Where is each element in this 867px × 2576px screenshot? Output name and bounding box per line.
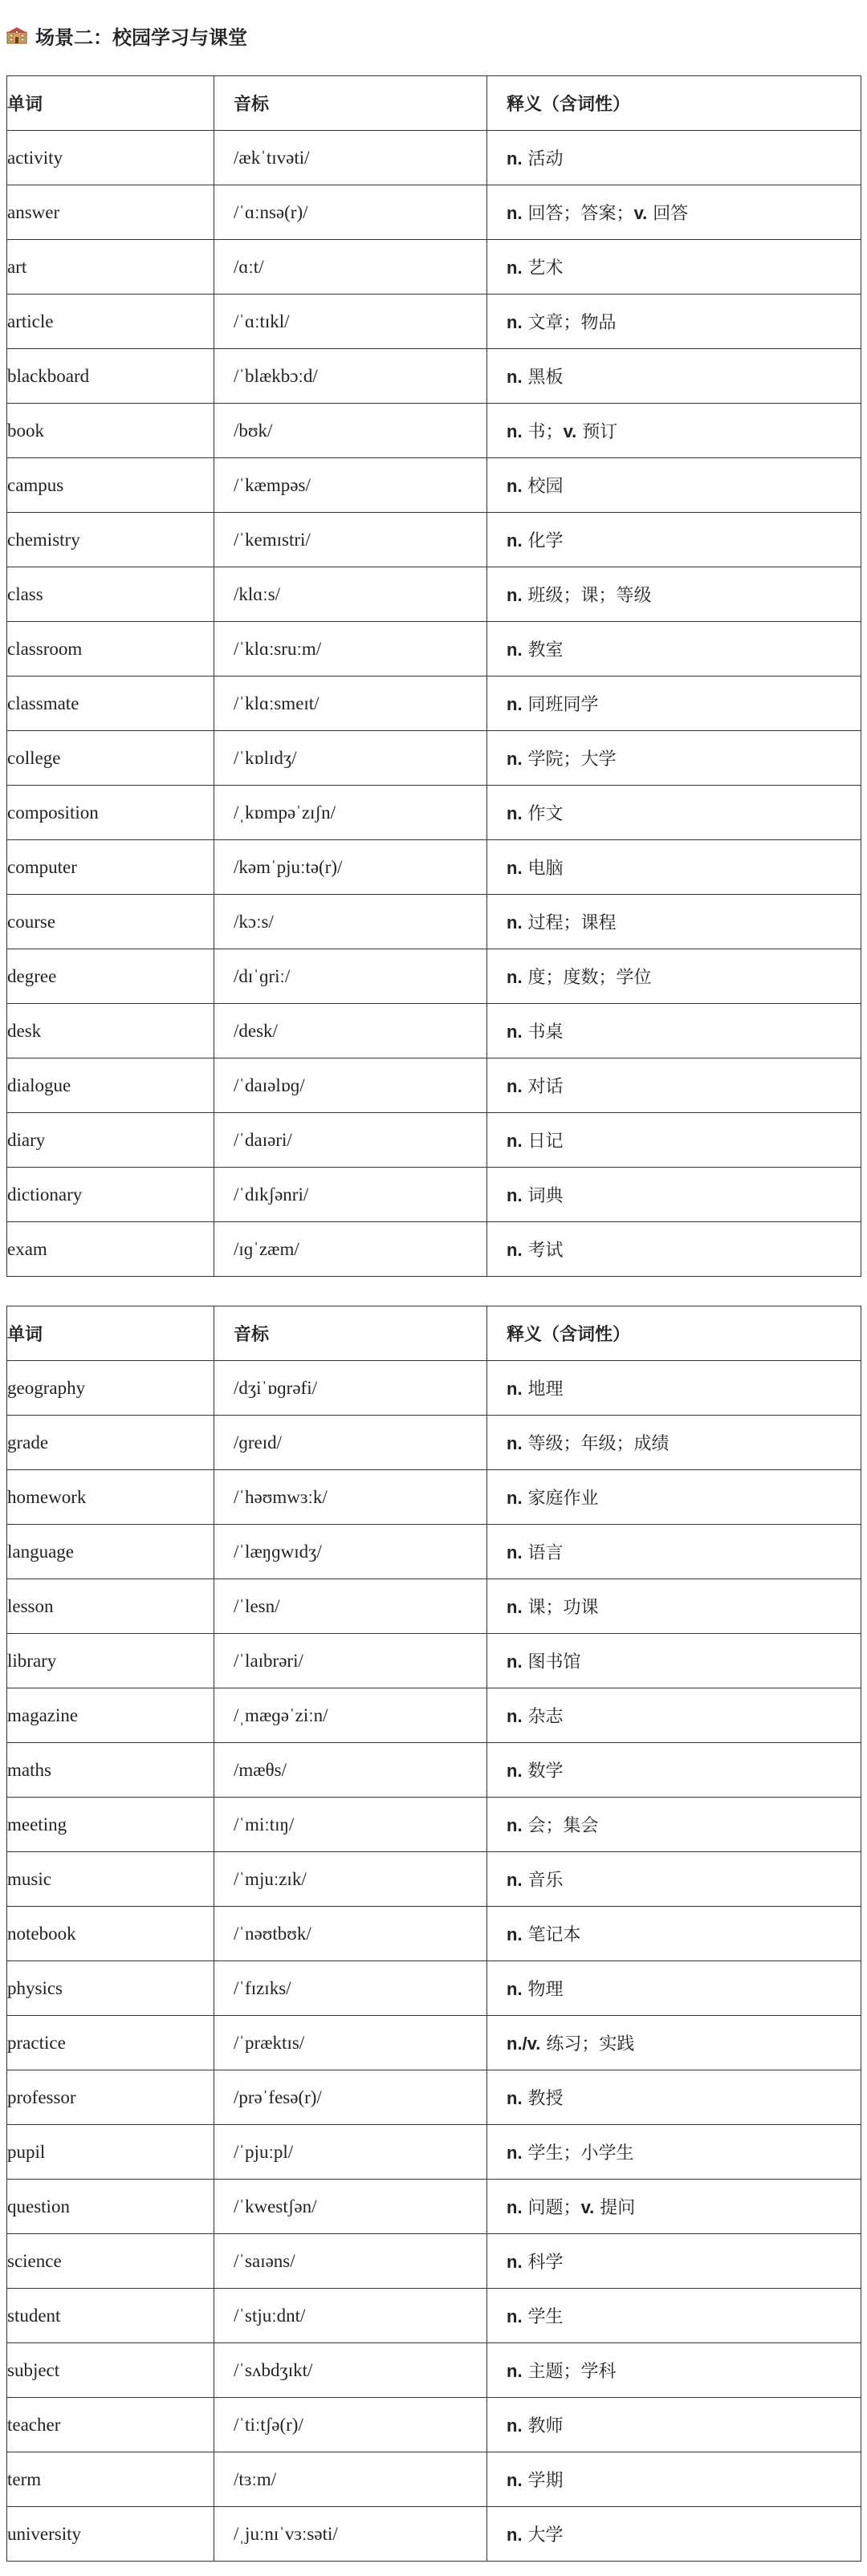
meaning-text: 教师	[522, 2416, 564, 2436]
phonetic-cell: /ˈkwestʃən/	[214, 2180, 487, 2234]
meaning-text: 度；度数；学位	[522, 968, 652, 988]
meaning-cell	[487, 1416, 861, 1470]
meaning-text: 考试	[522, 1241, 564, 1261]
word-cell: book	[7, 404, 214, 458]
meaning-text: 学期	[522, 2471, 564, 2491]
part-of-speech: n.	[507, 1379, 523, 1399]
section-title: 场景二：校园学习与课堂	[35, 26, 247, 49]
word-cell: grade	[7, 1416, 214, 1470]
table-row	[7, 1058, 861, 1113]
phonetic-cell: /bʊk/	[214, 404, 487, 458]
phonetic-cell: /ˌkɒmpəˈzɪʃn/	[214, 786, 487, 840]
part-of-speech: n.	[507, 1761, 523, 1781]
part-of-speech: n.	[507, 640, 523, 660]
table-row	[7, 1525, 861, 1579]
meaning-cell	[487, 622, 861, 677]
part-of-speech: n.	[507, 2306, 523, 2326]
meaning-cell	[487, 2289, 861, 2343]
table-row	[7, 1222, 861, 1277]
meaning-text: 预订	[576, 422, 618, 442]
meaning-text: 图书馆	[522, 1652, 581, 1672]
meaning-cell	[487, 2125, 861, 2180]
meaning-text: 科学	[522, 2253, 564, 2273]
table-row	[7, 949, 861, 1004]
meaning-text: 家庭作业	[522, 1489, 599, 1509]
vocabulary-table-2	[6, 1306, 861, 2562]
word-cell: activity	[7, 131, 214, 185]
phonetic-cell: /ˌmæɡəˈziːn/	[214, 1688, 487, 1743]
meaning-cell	[487, 1798, 861, 1852]
part-of-speech: n.	[507, 967, 523, 987]
meaning-text: 文章；物品	[522, 313, 617, 333]
table-row	[7, 1961, 861, 2016]
part-of-speech: n.	[507, 2088, 523, 2108]
table-row	[7, 1168, 861, 1222]
table-row	[7, 1113, 861, 1168]
vocabulary-table-1	[6, 75, 861, 1277]
phonetic-cell: /desk/	[214, 1004, 487, 1058]
table-row	[7, 513, 861, 567]
table-row	[7, 2234, 861, 2289]
word-cell: article	[7, 295, 214, 349]
part-of-speech: n.	[507, 258, 523, 278]
part-of-speech: n.	[507, 1488, 523, 1508]
phonetic-cell: /kəmˈpjuːtə(r)/	[214, 840, 487, 895]
section-heading	[6, 21, 247, 50]
meaning-text: 物理	[522, 1980, 564, 2000]
table-row	[7, 840, 861, 895]
word-cell: degree	[7, 949, 214, 1004]
meaning-cell	[487, 1525, 861, 1579]
part-of-speech: v.	[563, 421, 577, 441]
meaning-cell	[487, 513, 861, 567]
meaning-text: 音乐	[522, 1871, 564, 1891]
table-row	[7, 295, 861, 349]
phonetic-cell: /ˈlaɪbrəri/	[214, 1634, 487, 1688]
meaning-cell	[487, 1004, 861, 1058]
part-of-speech: n.	[507, 476, 523, 496]
phonetic-cell: /ˈtiːtʃə(r)/	[214, 2398, 487, 2452]
meaning-text: 练习；实践	[540, 2034, 635, 2054]
meaning-cell	[487, 1113, 861, 1168]
part-of-speech: n.	[507, 1022, 523, 1042]
phonetic-cell: /ˈdɪkʃənri/	[214, 1168, 487, 1222]
meaning-cell	[487, 1058, 861, 1113]
meaning-text: 对话	[522, 1077, 564, 1097]
phonetic-cell: /ˈdaɪəri/	[214, 1113, 487, 1168]
phonetic-cell: /ˈnəʊtbʊk/	[214, 1907, 487, 1961]
word-cell: classroom	[7, 622, 214, 677]
meaning-text: 问题；	[522, 2198, 581, 2218]
part-of-speech: n.	[507, 2197, 523, 2217]
table-row	[7, 1907, 861, 1961]
word-cell: student	[7, 2289, 214, 2343]
phonetic-cell: /ˈkemɪstri/	[214, 513, 487, 567]
meaning-cell	[487, 949, 861, 1004]
table-row	[7, 677, 861, 731]
word-cell: course	[7, 895, 214, 949]
table-row	[7, 1579, 861, 1634]
phonetic-cell: /ˈhəʊmwɜːk/	[214, 1470, 487, 1525]
word-cell: physics	[7, 1961, 214, 2016]
phonetic-cell: /dʒiˈɒɡrəfi/	[214, 1361, 487, 1416]
meaning-text: 回答	[647, 204, 689, 224]
part-of-speech: n.	[507, 1979, 523, 1999]
meaning-cell	[487, 2234, 861, 2289]
part-of-speech: n.	[507, 1240, 523, 1260]
phonetic-cell: /ˈdaɪəlɒɡ/	[214, 1058, 487, 1113]
word-cell: computer	[7, 840, 214, 895]
table-row	[7, 404, 861, 458]
table-row	[7, 1004, 861, 1058]
table-row	[7, 240, 861, 295]
part-of-speech: n.	[507, 203, 523, 223]
word-cell: class	[7, 567, 214, 622]
header-meaning: 释义（含词性）	[487, 1306, 861, 1361]
phonetic-cell: /ɑːt/	[214, 240, 487, 295]
meaning-text: 化学	[522, 531, 564, 551]
table-row	[7, 2016, 861, 2070]
part-of-speech: n.	[507, 1870, 523, 1890]
table-row	[7, 622, 861, 677]
meaning-text: 杂志	[522, 1707, 564, 1727]
part-of-speech: n.	[507, 749, 523, 769]
table-row	[7, 1852, 861, 1907]
meaning-text: 校园	[522, 477, 564, 497]
word-cell: subject	[7, 2343, 214, 2398]
meaning-cell	[487, 2180, 861, 2234]
table-row	[7, 2125, 861, 2180]
phonetic-cell: /ˈklɑːsruːm/	[214, 622, 487, 677]
meaning-text: 学生；小学生	[522, 2143, 634, 2164]
word-cell: practice	[7, 2016, 214, 2070]
table-row	[7, 2180, 861, 2234]
table-row	[7, 1361, 861, 1416]
word-cell: term	[7, 2452, 214, 2507]
phonetic-cell: /ˈkæmpəs/	[214, 458, 487, 513]
word-cell: chemistry	[7, 513, 214, 567]
meaning-cell	[487, 1852, 861, 1907]
word-cell: magazine	[7, 1688, 214, 1743]
meaning-text: 日记	[522, 1132, 564, 1152]
meaning-cell	[487, 458, 861, 513]
word-cell: question	[7, 2180, 214, 2234]
table-row	[7, 1688, 861, 1743]
part-of-speech: n.	[507, 421, 523, 441]
meaning-text: 主题；学科	[522, 2362, 617, 2382]
phonetic-cell: /ˈɑːtɪkl/	[214, 295, 487, 349]
word-cell: notebook	[7, 1907, 214, 1961]
part-of-speech: n.	[507, 1185, 523, 1205]
part-of-speech: n.	[507, 148, 523, 169]
word-cell: homework	[7, 1470, 214, 1525]
table-row	[7, 2452, 861, 2507]
meaning-text: 电脑	[522, 859, 564, 879]
table-header-row	[7, 76, 861, 131]
meaning-text: 班级；课；等级	[522, 586, 652, 606]
meaning-text: 提问	[594, 2198, 636, 2218]
part-of-speech: n.	[507, 1706, 523, 1726]
part-of-speech: n.	[507, 2416, 523, 2436]
word-cell: blackboard	[7, 349, 214, 404]
meaning-cell	[487, 1168, 861, 1222]
phonetic-cell: /ˈlæŋɡwɪdʒ/	[214, 1525, 487, 1579]
meaning-cell	[487, 1688, 861, 1743]
word-cell: art	[7, 240, 214, 295]
table-row	[7, 2289, 861, 2343]
meaning-cell	[487, 567, 861, 622]
phonetic-cell: /ˈsaɪəns/	[214, 2234, 487, 2289]
table-row	[7, 1416, 861, 1470]
part-of-speech: v.	[633, 203, 648, 223]
word-cell: composition	[7, 786, 214, 840]
header-phonetic: 音标	[214, 1306, 487, 1361]
phonetic-cell: /ˈklɑːsmeɪt/	[214, 677, 487, 731]
meaning-cell	[487, 2507, 861, 2562]
phonetic-cell: /prəˈfesə(r)/	[214, 2070, 487, 2125]
meaning-cell	[487, 1907, 861, 1961]
table-row	[7, 458, 861, 513]
meaning-cell	[487, 895, 861, 949]
meaning-text: 作文	[522, 804, 564, 824]
word-cell: teacher	[7, 2398, 214, 2452]
meaning-text: 艺术	[522, 258, 564, 278]
meaning-cell	[487, 1361, 861, 1416]
meaning-text: 同班同学	[522, 695, 599, 715]
phonetic-cell: /ˈlesn/	[214, 1579, 487, 1634]
meaning-text: 地理	[522, 1379, 564, 1400]
meaning-text: 大学	[522, 2525, 564, 2546]
phonetic-cell: /dɪˈɡriː/	[214, 949, 487, 1004]
part-of-speech: v.	[580, 2197, 595, 2217]
table-header-row	[7, 1306, 861, 1361]
table-row	[7, 1743, 861, 1798]
table-row	[7, 731, 861, 786]
meaning-cell	[487, 1470, 861, 1525]
phonetic-cell: /ækˈtɪvəti/	[214, 131, 487, 185]
part-of-speech: n.	[507, 2470, 523, 2490]
meaning-text: 学生	[522, 2307, 564, 2327]
phonetic-cell: /ˈfɪzɪks/	[214, 1961, 487, 2016]
word-cell: science	[7, 2234, 214, 2289]
part-of-speech: n.	[507, 858, 523, 878]
phonetic-cell: /tɜːm/	[214, 2452, 487, 2507]
table-row	[7, 349, 861, 404]
meaning-cell	[487, 2070, 861, 2125]
word-cell: dialogue	[7, 1058, 214, 1113]
meaning-text: 黑板	[522, 368, 564, 388]
meaning-cell	[487, 1961, 861, 2016]
meaning-cell	[487, 349, 861, 404]
meaning-cell	[487, 2398, 861, 2452]
word-cell: geography	[7, 1361, 214, 1416]
phonetic-cell: /ˈpjuːpl/	[214, 2125, 487, 2180]
phonetic-cell: /ˈpræktɪs/	[214, 2016, 487, 2070]
part-of-speech: n.	[507, 1652, 523, 1672]
phonetic-cell: /ɪɡˈzæm/	[214, 1222, 487, 1277]
phonetic-cell: /ˈstjuːdnt/	[214, 2289, 487, 2343]
part-of-speech: n.	[507, 1597, 523, 1617]
meaning-text: 教室	[522, 640, 564, 660]
table-row	[7, 1470, 861, 1525]
meaning-cell	[487, 185, 861, 240]
part-of-speech: n.	[507, 1924, 523, 1944]
school-building-icon	[6, 26, 27, 44]
part-of-speech: n.	[507, 1542, 523, 1562]
meaning-text: 数学	[522, 1761, 564, 1782]
meaning-text: 词典	[522, 1186, 564, 1206]
word-cell: music	[7, 1852, 214, 1907]
phonetic-cell: /ˈɑːnsə(r)/	[214, 185, 487, 240]
meaning-text: 书；	[522, 422, 564, 442]
table-row	[7, 2398, 861, 2452]
meaning-cell	[487, 404, 861, 458]
meaning-text: 过程；课程	[522, 913, 617, 933]
meaning-text: 学院；大学	[522, 750, 617, 770]
meaning-text: 等级；年级；成绩	[522, 1434, 670, 1454]
word-cell: university	[7, 2507, 214, 2562]
table-row	[7, 786, 861, 840]
meaning-cell	[487, 677, 861, 731]
header-word: 单词	[7, 1306, 214, 1361]
word-cell: desk	[7, 1004, 214, 1058]
part-of-speech: n.	[507, 1131, 523, 1151]
table-row	[7, 131, 861, 185]
part-of-speech: n.	[507, 912, 523, 932]
table-row	[7, 2507, 861, 2562]
part-of-speech: n.	[507, 367, 523, 387]
part-of-speech: n.	[507, 530, 523, 551]
header-phonetic: 音标	[214, 76, 487, 131]
word-cell: maths	[7, 1743, 214, 1798]
meaning-cell	[487, 1634, 861, 1688]
word-cell: campus	[7, 458, 214, 513]
meaning-text: 语言	[522, 1543, 564, 1563]
meaning-cell	[487, 731, 861, 786]
phonetic-cell: /klɑːs/	[214, 567, 487, 622]
header-meaning: 释义（含词性）	[487, 76, 861, 131]
phonetic-cell: /ˈkɒlɪdʒ/	[214, 731, 487, 786]
meaning-text: 回答；答案；	[522, 204, 634, 224]
phonetic-cell: /ˈmjuːzɪk/	[214, 1852, 487, 1907]
phonetic-cell: /ɡreɪd/	[214, 1416, 487, 1470]
word-cell: pupil	[7, 2125, 214, 2180]
table-body	[7, 131, 861, 1277]
word-cell: diary	[7, 1113, 214, 1168]
meaning-cell	[487, 2452, 861, 2507]
word-cell: answer	[7, 185, 214, 240]
phonetic-cell: /ˌjuːnɪˈvɜːsəti/	[214, 2507, 487, 2562]
phonetic-cell: /mæθs/	[214, 1743, 487, 1798]
word-cell: dictionary	[7, 1168, 214, 1222]
table-row	[7, 567, 861, 622]
meaning-cell	[487, 1579, 861, 1634]
table-row	[7, 2070, 861, 2125]
table-row	[7, 1634, 861, 1688]
word-cell: language	[7, 1525, 214, 1579]
word-cell: meeting	[7, 1798, 214, 1852]
word-cell: college	[7, 731, 214, 786]
meaning-cell	[487, 2343, 861, 2398]
meaning-cell	[487, 786, 861, 840]
part-of-speech: n.	[507, 1433, 523, 1453]
meaning-text: 会；集会	[522, 1816, 599, 1836]
meaning-cell	[487, 1222, 861, 1277]
part-of-speech: n.	[507, 585, 523, 605]
part-of-speech: n.	[507, 2143, 523, 2163]
meaning-cell	[487, 2016, 861, 2070]
part-of-speech: n.	[507, 1076, 523, 1096]
meaning-cell	[487, 240, 861, 295]
table-row	[7, 895, 861, 949]
meaning-text: 笔记本	[522, 1925, 581, 1945]
phonetic-cell: /kɔːs/	[214, 895, 487, 949]
word-cell: library	[7, 1634, 214, 1688]
table-body	[7, 1361, 861, 2562]
part-of-speech: n./v.	[507, 2034, 541, 2054]
meaning-text: 书桌	[522, 1022, 564, 1042]
table-row	[7, 1798, 861, 1852]
part-of-speech: n.	[507, 2525, 523, 2545]
meaning-text: 课；功课	[522, 1598, 599, 1618]
phonetic-cell: /ˈmiːtɪŋ/	[214, 1798, 487, 1852]
header-word: 单词	[7, 76, 214, 131]
table-row	[7, 185, 861, 240]
part-of-speech: n.	[507, 2361, 523, 2381]
table-row	[7, 2343, 861, 2398]
phonetic-cell: /ˈblækbɔːd/	[214, 349, 487, 404]
part-of-speech: n.	[507, 1815, 523, 1835]
meaning-cell	[487, 131, 861, 185]
phonetic-cell: /ˈsʌbdʒɪkt/	[214, 2343, 487, 2398]
word-cell: exam	[7, 1222, 214, 1277]
meaning-cell	[487, 295, 861, 349]
word-cell: lesson	[7, 1579, 214, 1634]
word-cell: professor	[7, 2070, 214, 2125]
part-of-speech: n.	[507, 312, 523, 332]
part-of-speech: n.	[507, 2252, 523, 2272]
part-of-speech: n.	[507, 803, 523, 823]
meaning-cell	[487, 840, 861, 895]
part-of-speech: n.	[507, 694, 523, 714]
meaning-cell	[487, 1743, 861, 1798]
meaning-text: 教授	[522, 2089, 564, 2109]
word-cell: classmate	[7, 677, 214, 731]
meaning-text: 活动	[522, 149, 564, 169]
